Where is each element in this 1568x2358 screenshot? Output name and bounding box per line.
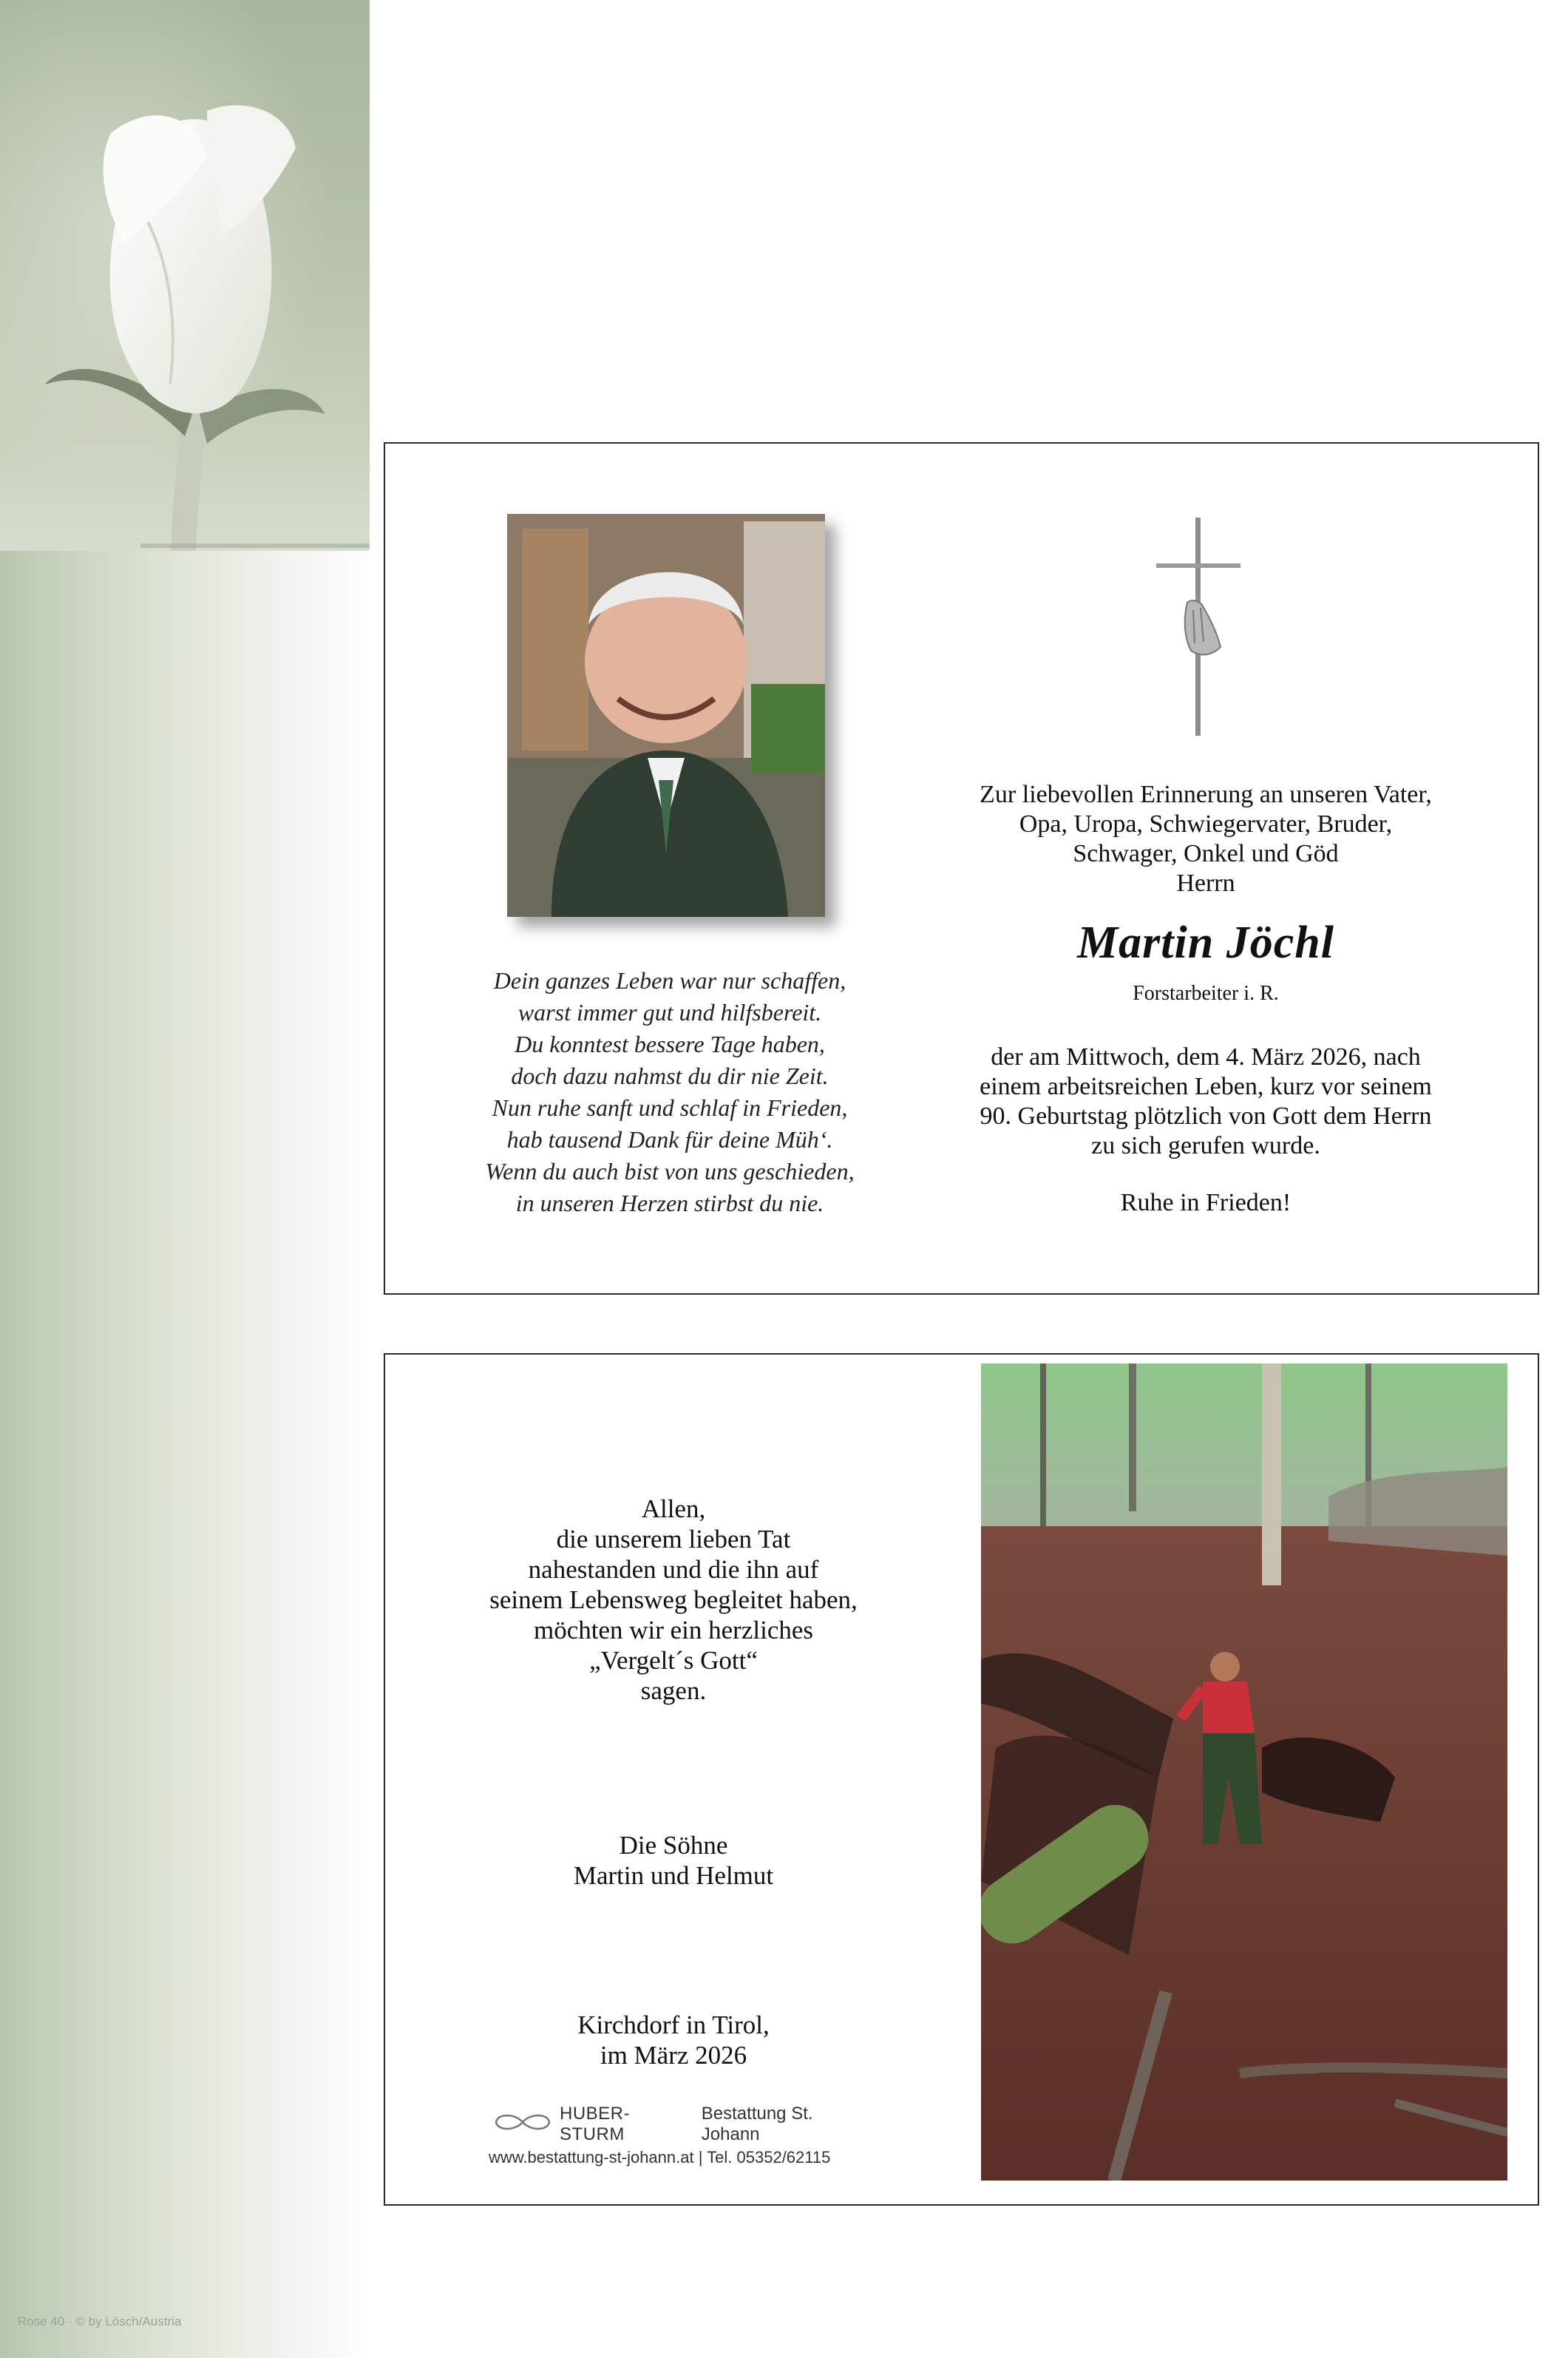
signature-line: Martin und Helmut xyxy=(573,1861,774,1890)
intro-line: Zur liebevollen Erinnerung an unseren Vater, xyxy=(980,781,1432,808)
poem-line: Du konntest bessere Tage haben, xyxy=(515,1031,825,1057)
intro-line: Herrn xyxy=(1176,870,1235,897)
forest-worker-photo xyxy=(981,1363,1507,2181)
undertaker-website[interactable]: www.bestattung-st-johann.at xyxy=(489,2148,694,2166)
thanks-line: sagen. xyxy=(640,1676,707,1705)
portrait-photo xyxy=(507,514,825,917)
memorial-poem xyxy=(452,965,888,1219)
thanks-text xyxy=(452,1494,895,1706)
thanks-line: seinem Lebensweg begleitet haben, xyxy=(489,1585,858,1614)
white-rose-image xyxy=(0,0,370,551)
undertaker-footer xyxy=(489,2104,873,2167)
death-notice xyxy=(947,1043,1465,1161)
thanks-line: „Vergelt´s Gott“ xyxy=(589,1646,758,1675)
poem-line: Wenn du auch bist von uns geschieden, xyxy=(485,1158,855,1185)
undertaker-brand: HUBER-STURM xyxy=(560,2104,631,2144)
death-line: einem arbeitsreichen Leben, kurz vor seinem xyxy=(980,1073,1432,1100)
infinity-logo-icon xyxy=(492,2112,554,2138)
thanks-line: die unserem lieben Tat xyxy=(556,1525,791,1554)
intro-line: Opa, Uropa, Schwiegervater, Bruder, xyxy=(1019,810,1393,838)
place-line: Kirchdorf in Tirol, xyxy=(577,2010,770,2039)
date-line: im März 2026 xyxy=(600,2041,747,2070)
poem-line: doch dazu nahmst du dir nie Zeit. xyxy=(511,1063,829,1089)
undertaker-phone: Tel. 05352/62115 xyxy=(707,2148,831,2166)
deceased-name: Martin Jöchl xyxy=(1077,918,1334,968)
poem-line: warst immer gut und hilfsbereit. xyxy=(517,999,822,1026)
closing-words: Ruhe in Frieden! xyxy=(1120,1189,1292,1216)
obituary-card-front xyxy=(384,442,1539,1295)
poem-line: hab tausend Dank für deine Müh‘. xyxy=(506,1126,833,1153)
death-line: 90. Geburtstag plötzlich von Gott dem Herrn xyxy=(980,1102,1432,1130)
separator: | xyxy=(698,2148,703,2166)
deceased-profession: Forstarbeiter i. R. xyxy=(1133,982,1279,1005)
family-signature xyxy=(452,1830,895,1891)
thanks-line: Allen, xyxy=(641,1494,706,1523)
thanks-line: nahestanden und die ihn auf xyxy=(528,1555,819,1584)
death-line: der am Mittwoch, dem 4. März 2026, nach xyxy=(991,1043,1421,1071)
signature-line: Die Söhne xyxy=(619,1831,728,1860)
poem-line: Dein ganzes Leben war nur schaffen, xyxy=(493,967,846,994)
obituary-card-back xyxy=(384,1353,1539,2206)
intro-line: Schwager, Onkel und Göd xyxy=(1073,840,1339,867)
place-and-date xyxy=(452,2010,895,2070)
cross-with-praying-hands-icon xyxy=(1150,518,1246,743)
image-credit: Rose 40 · © by Lösch/Austria xyxy=(18,2314,182,2328)
undertaker-name: Bestattung St. Johann xyxy=(701,2104,813,2144)
death-line: zu sich gerufen wurde. xyxy=(1091,1132,1320,1159)
poem-line: in unseren Herzen stirbst du nie. xyxy=(515,1190,824,1216)
poem-line: Nun ruhe sanft und schlaf in Frieden, xyxy=(492,1094,848,1121)
memorial-introduction xyxy=(947,780,1465,898)
thanks-line: möchten wir ein herzliches xyxy=(533,1616,814,1644)
